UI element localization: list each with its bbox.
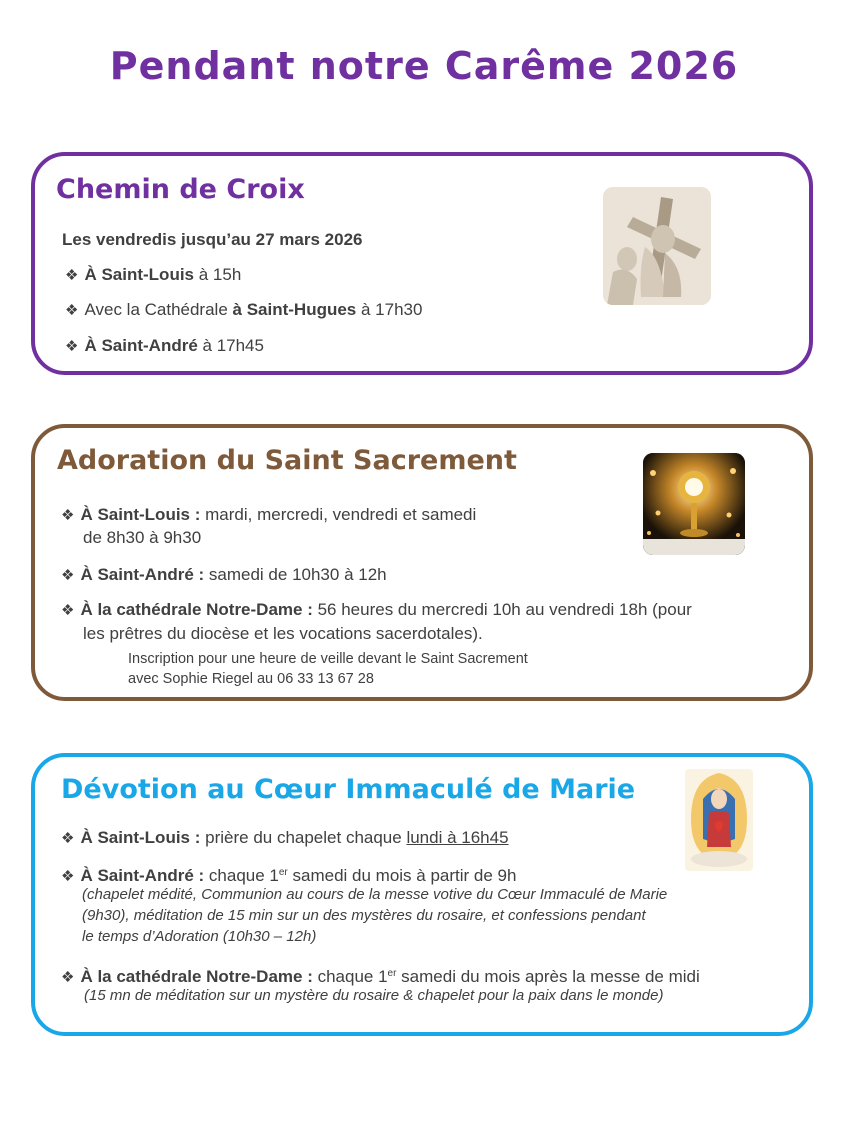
place-label: à Saint-Hugues [232,300,357,319]
list-item [61,598,692,622]
schedule-text: chaque 1 [204,866,279,885]
schedule-day-time: lundi à 16h45 [406,828,509,847]
devotion-card [31,753,813,1036]
jesus-carrying-cross-image [603,187,711,305]
detail-line: (9h30), méditation de 15 min sur un des mystères du rosaire, et confessions pendant [82,907,646,924]
bullet-icon: ❖ [61,602,75,619]
bullet-icon: ❖ [65,302,79,319]
schedule-text: prière du chapelet chaque [200,828,407,847]
place-label: À Saint-Louis : [80,505,201,524]
monstrance-image [643,453,745,555]
list-item [65,263,241,287]
place-label: À Saint-André : [80,565,205,584]
list-item [61,503,476,527]
schedule-text: chaque 1 [312,967,388,986]
schedule-text: à 15h [194,265,242,284]
detail-line: (chapelet médité, Communion au cours de la messe votive du Cœur Immaculé de Marie [82,886,668,903]
bullet-icon: ❖ [61,507,75,524]
bullet-icon: ❖ [65,267,79,284]
card-title: Dévotion au Cœur Immaculé de Marie [61,774,636,805]
card-title: Adoration du Saint Sacrement [57,445,517,476]
schedule-text: mardi, mercredi, vendredi et samedi [200,505,477,524]
list-item [65,334,264,358]
list-item [61,826,509,850]
schedule-text: à 17h45 [197,336,264,355]
place-label: À Saint-Louis : [80,828,201,847]
card-title: Chemin de Croix [56,174,305,205]
list-item [61,563,387,587]
place-label: À Saint-Louis [84,265,195,284]
schedule-continuation: de 8h30 à 9h30 [83,528,202,547]
ordinal-suffix: er [387,968,397,979]
registration-note: Inscription pour une heure de veille devant le Saint Sacrement [128,651,528,667]
adoration-card [31,424,813,701]
bullet-icon: ❖ [61,567,75,584]
chemin-de-croix-card [31,152,813,375]
schedule-text-rest: samedi du mois à partir de 9h [287,866,517,885]
schedule-text: à 17h30 [356,300,423,319]
bullet-icon: ❖ [61,969,75,986]
schedule-continuation: les prêtres du diocèse et les vocations sacerdotales). [83,624,483,643]
place-label: À Saint-André [84,336,198,355]
intro-text: Les vendredis jusqu’au 27 mars 2026 [62,230,363,249]
prefix-text: Avec la Cathédrale [84,300,233,319]
place-label: À Saint-André : [80,866,205,885]
place-label: À la cathédrale Notre-Dame : [80,967,313,986]
detail-line: le temps d’Adoration (10h30 – 12h) [82,928,317,945]
bullet-icon: ❖ [65,338,79,355]
page-title: Pendant notre Carême 2026 [109,44,739,88]
immaculate-heart-of-mary-image [685,769,753,871]
schedule-text: samedi de 10h30 à 12h [204,565,387,584]
bullet-icon: ❖ [61,868,75,885]
list-item [65,298,422,322]
contact-note: avec Sophie Riegel au 06 33 13 67 28 [128,671,374,687]
bullet-icon: ❖ [61,830,75,847]
intro-line [62,228,362,251]
schedule-text-rest: samedi du mois après la messe de midi [396,967,700,986]
detail-line: (15 mn de méditation sur un mystère du rosaire & chapelet pour la paix dans le monde) [84,987,664,1004]
place-label: À la cathédrale Notre-Dame : [80,600,313,619]
ordinal-suffix: er [278,867,288,878]
schedule-text: 56 heures du mercredi 10h au vendredi 18h (pour [312,600,692,619]
